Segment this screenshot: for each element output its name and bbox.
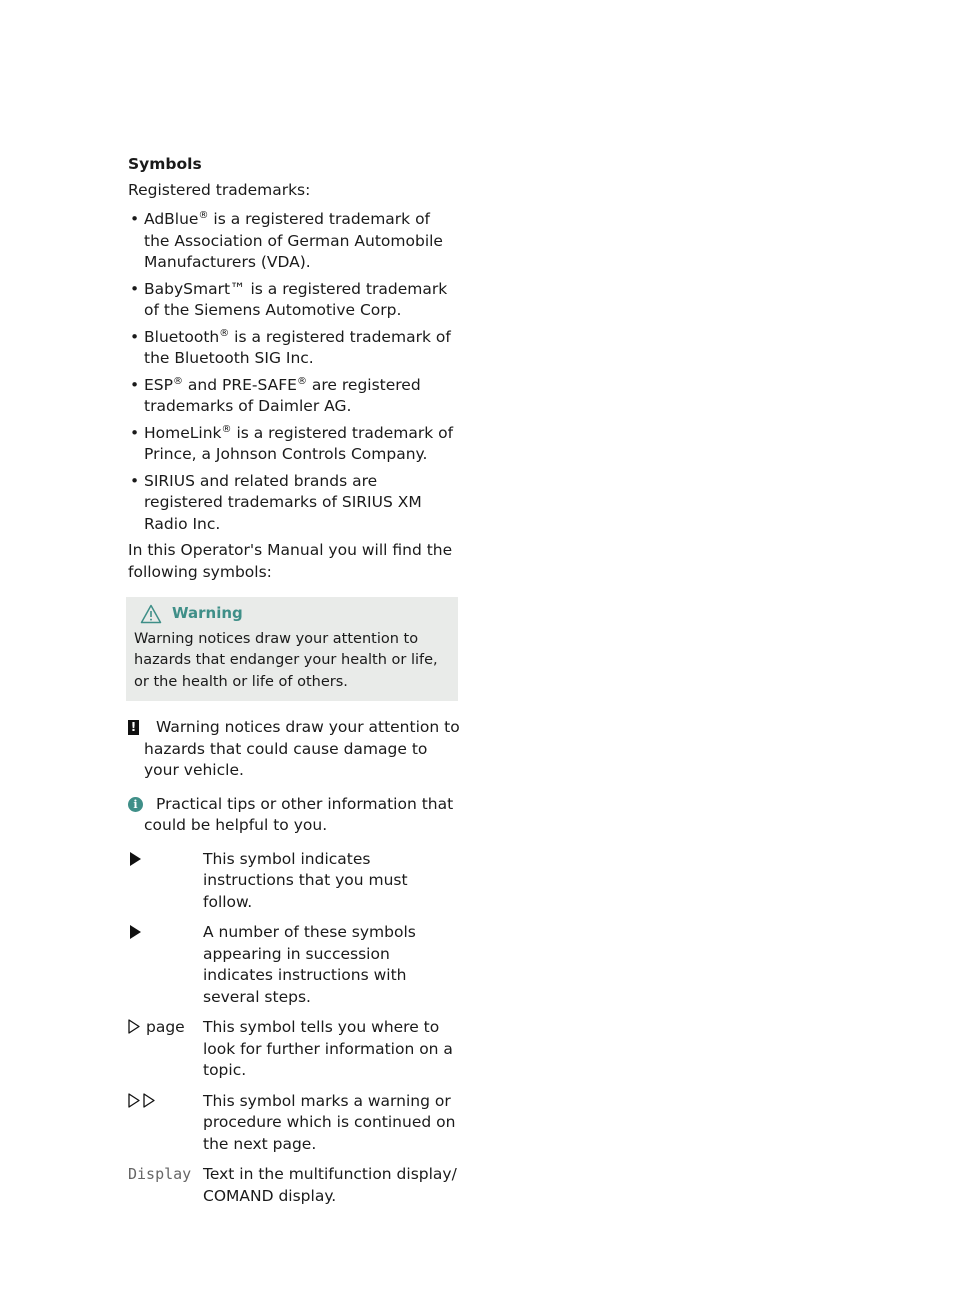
table-row	[128, 1091, 460, 1165]
table-row	[128, 1017, 460, 1091]
warning-header	[134, 603, 450, 625]
symbol-cell	[128, 1017, 203, 1091]
list-item	[128, 471, 460, 536]
symbol-cell	[128, 849, 203, 923]
section-heading: Symbols	[128, 155, 202, 173]
symbols-intro: In this Operator's Manual you will find the following symbols:	[128, 541, 453, 581]
trademark-name: HomeLink	[144, 423, 222, 442]
list-item	[128, 423, 460, 466]
registered-mark: ®	[219, 327, 230, 339]
double-outline-arrow-icon	[128, 1093, 156, 1108]
trademarks-intro: Registered trademarks:	[128, 180, 311, 199]
symbol-cell	[128, 1091, 203, 1165]
bullet-icon: •	[130, 279, 140, 298]
tip-note-text: Practical tips or other information that could be helpful to you.	[144, 794, 454, 834]
table-row	[128, 1164, 460, 1216]
list-item	[128, 327, 460, 370]
bullet-icon: •	[130, 375, 140, 394]
trademark-name: SIRIUS	[144, 471, 195, 490]
trademark-name: Bluetooth	[144, 327, 220, 346]
trademark-text: is a registered trademark of the Siemens Automotive Corp.	[144, 279, 448, 319]
bullet-icon: •	[130, 423, 140, 442]
warning-box	[126, 597, 458, 701]
warning-title: Warning	[172, 604, 243, 622]
warning-triangle-icon	[140, 604, 162, 624]
registered-mark: ®	[172, 375, 183, 387]
warning-body: Warning notices draw your attention to hazards that endanger your health or life, or the health or life of others.	[134, 630, 438, 690]
trademark-list	[128, 209, 460, 535]
trademark-text: and PRE-SAFE	[182, 375, 297, 394]
bullet-icon: •	[130, 471, 140, 490]
display-label: Display	[128, 1165, 192, 1183]
solid-arrow-icon	[130, 852, 141, 866]
trademark-name: ESP	[144, 375, 173, 394]
solid-arrow-icon	[130, 925, 141, 939]
symbol-description: This symbol indicates instructions that you must follow.	[203, 849, 408, 911]
trademark-name: AdBlue	[144, 210, 199, 228]
trademark-text: is a registered trademark of the Bluetooth SIG Inc.	[144, 327, 451, 367]
table-row	[128, 922, 460, 1017]
symbol-description: Text in the multifunction display/ COMAND display.	[203, 1165, 457, 1205]
trademark-text: is a registered trademark of Prince, a Johnson Controls Company.	[144, 423, 454, 463]
bullet-icon: •	[130, 327, 140, 346]
list-item	[128, 279, 460, 322]
registered-mark: ®	[296, 375, 307, 387]
trademark-text: and related brands are registered trademarks of SIRIUS XM Radio Inc.	[144, 471, 422, 533]
symbol-cell	[128, 922, 203, 1017]
symbol-description: This symbol tells you where to look for further information on a topic.	[203, 1018, 453, 1079]
list-item	[128, 209, 460, 274]
symbol-table	[128, 849, 460, 1217]
trademark-text: are registered trademarks of Daimler AG.	[144, 375, 421, 415]
trademark-text: is a registered trademark of the Association of German Automobile Manufacturers (VDA).	[144, 210, 443, 271]
damage-note	[128, 717, 460, 782]
symbol-description: This symbol marks a warning or procedure which is continued on the next page.	[203, 1091, 456, 1153]
tip-note	[128, 794, 460, 837]
registered-mark: ®	[198, 210, 209, 221]
outline-arrow-icon	[128, 1019, 140, 1034]
damage-note-text: Warning notices draw your attention to hazards that could cause damage to your vehicle.	[144, 718, 460, 779]
registered-mark: ®	[221, 423, 232, 435]
table-row	[128, 849, 460, 923]
manual-page	[128, 154, 460, 1216]
bullet-icon: •	[130, 210, 140, 228]
info-icon: i	[128, 797, 143, 812]
trademark-name: BabySmart™	[144, 279, 246, 298]
page-label: page	[146, 1018, 185, 1036]
list-item	[128, 375, 460, 418]
symbol-description: A number of these symbols appearing in succession indicates instructions with several steps.	[203, 923, 416, 1006]
exclamation-icon: !	[128, 720, 139, 735]
